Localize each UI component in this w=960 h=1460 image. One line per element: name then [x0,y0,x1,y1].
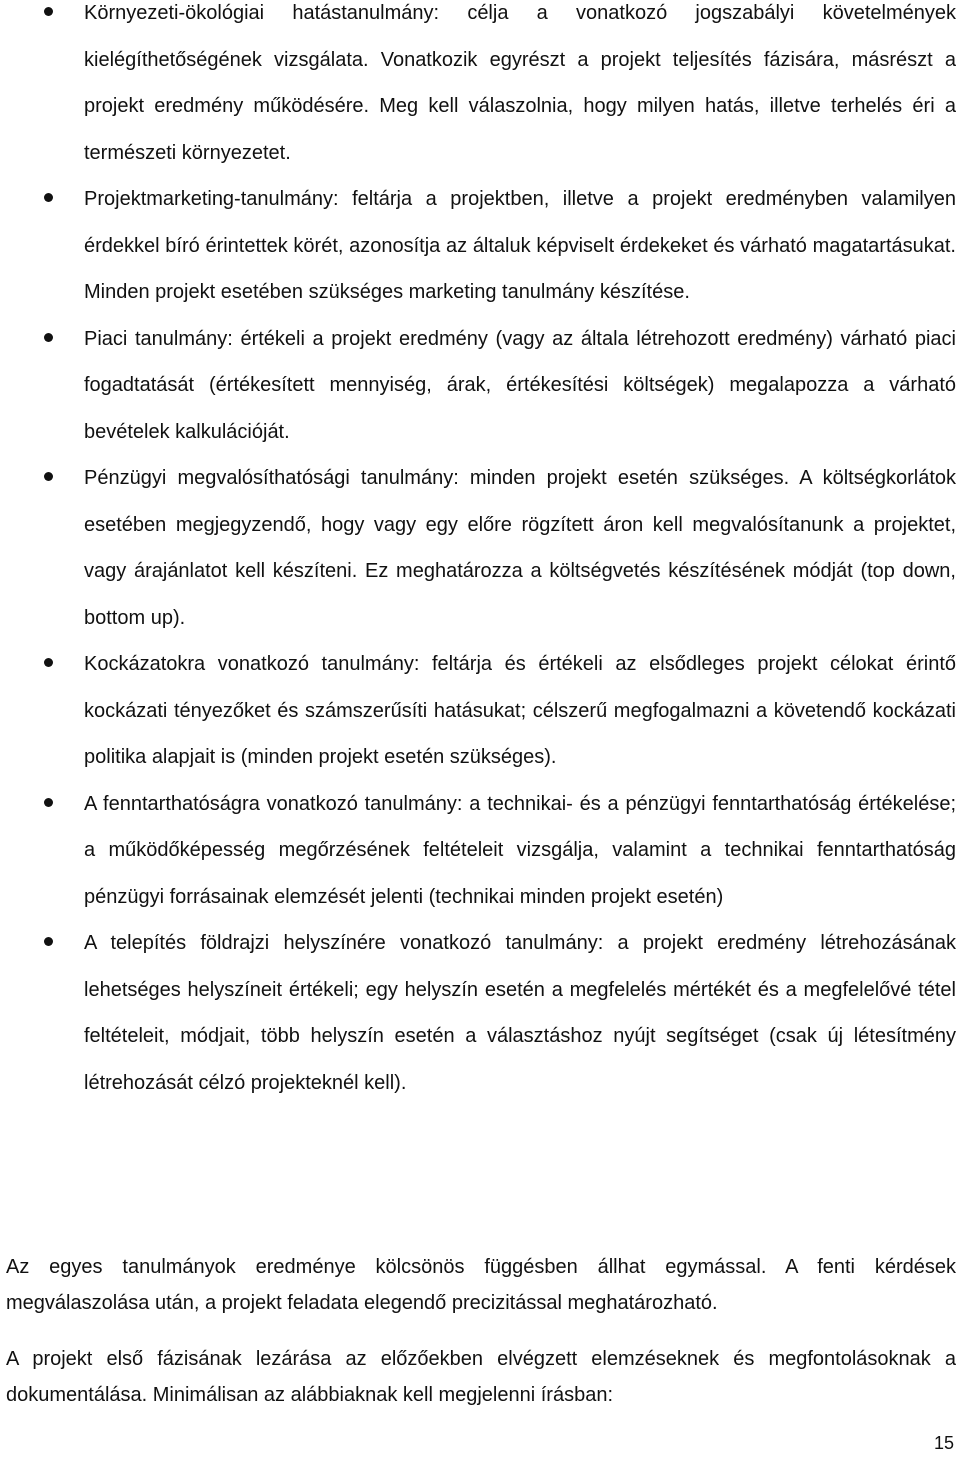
bullet-icon [44,658,53,667]
list-item [0,641,960,781]
bullet-icon [44,937,53,946]
list-item [0,0,960,176]
bullet-icon [44,7,53,16]
list-item-text: A fenntarthatóságra vonatkozó tanulmány: a technikai- és a pénzügyi fenntarthatóság értékelése; a működőképesség megőrzésének feltételeit vizsgálja, valamint a technikai fenntarthatóság pénzügyi forrásainak elemzését jelenti (technikai minden projekt esetén) [84,792,956,908]
body-paragraph: A projekt első fázisának lezárása az előzőekben elvégzett elemzéseknek és megfontolásoknak a dokumentálása. Minimálisan az alábbiaknak kell megjelenni írásban: [6,1348,956,1406]
list-item-text: Projektmarketing-tanulmány: feltárja a projektben, illetve a projekt eredményben valamilyen érdekkel bíró érintettek körét, azonosítja az általuk képviselt érdekeket és várható magatartásukat. Minden projekt esetében szükséges marketing tanulmány készítése. [84,188,956,303]
list-item [0,455,960,641]
list-item [0,781,960,921]
list-item [0,316,960,456]
bullet-icon [44,798,53,807]
list-item-text: Piaci tanulmány: értékeli a projekt eredmény (vagy az általa létrehozott eredmény) várható piaci fogadtatását (értékesített mennyiség, árak, értékesítési költségek) megalapozza a várható bevételek kalkulációját. [84,327,956,443]
bullet-icon [44,472,53,481]
list-item [0,176,960,316]
page-number: 15 [933,1433,954,1453]
list-item-text: A telepítés földrajzi helyszínére vonatkozó tanulmány: a projekt eredmény létrehozásának lehetséges helyszíneit értékeli; egy helyszín esetén a megfelelés mértékét és a megfelelővé tétel feltételeit, módjait, több helyszín esetén a választáshoz nyújt segítséget (csak új létesítmény létrehozását célzó projekteknél kell). [84,932,956,1094]
list-item-text: Környezeti-ökológiai hatástanulmány: célja a vonatkozó jogszabályi követelmények kielégíthetőségének vizsgálata. Vonatkozik egyrészt a projekt teljesítés fázisára, másrészt a projekt eredmény működésére. Meg kell válaszolnia, hogy milyen hatás, illetve terhelés éri a természeti környezetet. [84,2,956,164]
list-item-text: Pénzügyi megvalósíthatósági tanulmány: minden projekt esetén szükséges. A költségkorlátok esetében megjegyzendő, hogy vagy egy előre rögzített áron kell megvalósítanunk a projektet, vagy árajánlatot kell készíteni. Ez meghatározza a költségvetés készítésének módját (top down, bottom up). [84,467,956,629]
bullet-icon [44,333,53,342]
list-item [0,920,960,1106]
list-item-text: Kockázatokra vonatkozó tanulmány: feltárja és értékeli az elsődleges projekt célokat érintő kockázati tényezőket és számszerűsíti hatásukat; célszerű megfogalmazni a követendő kockázati politika alapjait is (minden projekt esetén szükséges). [84,653,956,768]
bullet-icon [44,193,53,202]
body-paragraph: Az egyes tanulmányok eredménye kölcsönös függésben állhat egymással. A fenti kérdések megválaszolása után, a projekt feladata elegendő precizitással meghatározható. [6,1256,956,1314]
